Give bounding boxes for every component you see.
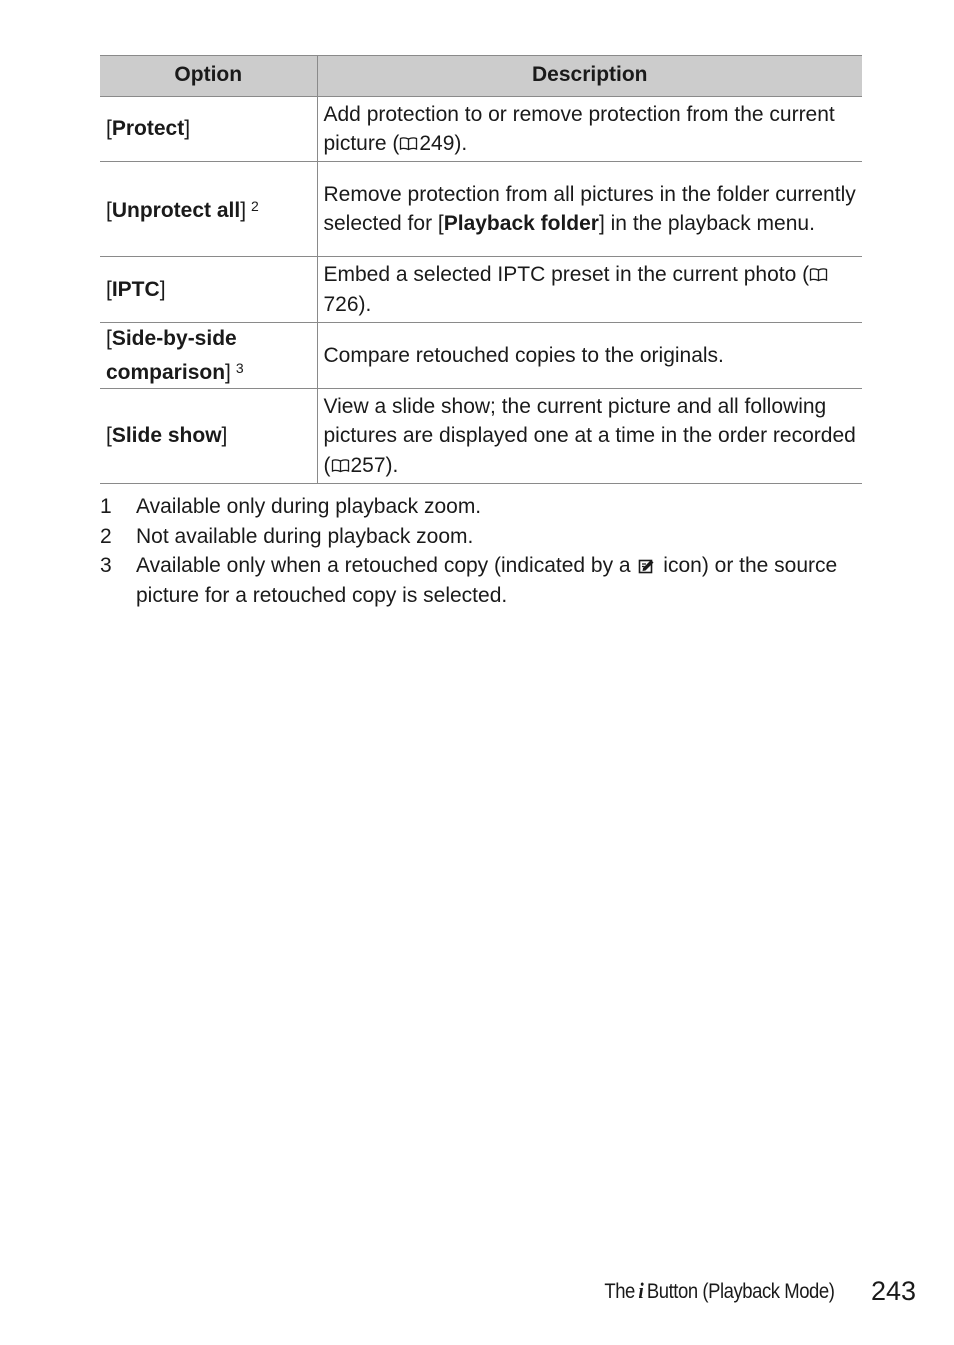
- description-text: Embed a selected IPTC preset in the current photo (: [323, 263, 810, 286]
- footnote-marker: 2: [251, 198, 259, 215]
- menu-item-name: Playback folder: [443, 212, 599, 235]
- footnote: [100, 551, 840, 610]
- bracket-open: [: [106, 327, 112, 350]
- book-icon: [809, 267, 828, 282]
- description-cell: [317, 323, 862, 389]
- footnote: [100, 492, 840, 522]
- description-cell: [317, 97, 862, 162]
- description-text-end: ] in the playback menu.: [598, 212, 815, 235]
- bracket-open: [: [106, 424, 112, 448]
- i-button-icon: i: [637, 1278, 643, 1303]
- footnote-number: 2: [100, 524, 112, 548]
- description-text-end: ).: [385, 453, 399, 477]
- table-row: [100, 323, 862, 389]
- footnotes: [100, 492, 840, 610]
- footer-text-end: Button (Playback Mode): [646, 1280, 834, 1303]
- description-text-end: ).: [358, 292, 372, 316]
- footnote-text: Not available during playback zoom.: [136, 524, 474, 548]
- bracket-close: ]: [225, 360, 231, 384]
- description-cell: [317, 257, 862, 323]
- footer-text: The: [603, 1280, 635, 1303]
- description-cell: [317, 389, 862, 484]
- option-name: Unprotect all: [111, 199, 241, 223]
- retouch-icon: [638, 557, 655, 574]
- option-cell: [100, 257, 317, 323]
- option-name: IPTC: [111, 277, 160, 301]
- description-text: Remove protection from all pictures in the folder currently selected for [: [323, 182, 856, 235]
- options-table: [100, 55, 862, 484]
- bracket-close: ]: [221, 424, 228, 448]
- header-description: Description: [317, 56, 862, 97]
- bracket-close: ]: [240, 199, 247, 223]
- book-icon: [331, 458, 350, 473]
- table-row: [100, 257, 862, 323]
- page-number: 243: [870, 1276, 916, 1306]
- description-text: Add protection to or remove protection from the current picture (: [323, 102, 835, 155]
- option-name: Protect: [111, 117, 185, 141]
- description-text: View a slide show; the current picture and all following pictures are displayed one at a time in the order recorded (: [323, 394, 856, 477]
- footnote-text-end: icon) or the source picture for a retouched copy is selected.: [136, 554, 838, 607]
- option-name: Slide show: [111, 424, 222, 448]
- table-row: [100, 97, 862, 162]
- bracket-open: [: [106, 199, 112, 223]
- option-cell: [100, 389, 317, 484]
- table-row: [100, 162, 862, 257]
- header-option: Option: [100, 56, 317, 97]
- book-icon: [399, 136, 418, 151]
- option-cell: [100, 97, 317, 162]
- option-cell: [100, 323, 317, 389]
- description-cell: [317, 162, 862, 257]
- footnote: [100, 522, 840, 552]
- description-text: Compare retouched copies to the originals.: [323, 343, 724, 367]
- bracket-close: ]: [159, 277, 166, 301]
- table-row: [100, 389, 862, 484]
- page-reference: 257: [350, 453, 386, 477]
- bracket-open: [: [106, 277, 112, 301]
- footnote-text: Available only during playback zoom.: [136, 495, 482, 518]
- option-cell: [100, 162, 317, 257]
- table-header-row: [100, 56, 862, 97]
- footnote-number: 3: [100, 554, 112, 577]
- option-name: Side-by-side comparison: [106, 327, 237, 384]
- footnote-number: 1: [100, 495, 112, 518]
- page-reference: 249: [419, 132, 455, 155]
- description-text-end: ).: [454, 132, 468, 155]
- section-footer: [604, 1278, 834, 1304]
- footnote-marker: 3: [235, 359, 244, 376]
- footnote-text: Available only when a retouched copy (indicated by a: [136, 554, 631, 577]
- bracket-open: [: [106, 117, 112, 141]
- bracket-close: ]: [184, 117, 191, 141]
- page-reference: 726: [323, 292, 359, 316]
